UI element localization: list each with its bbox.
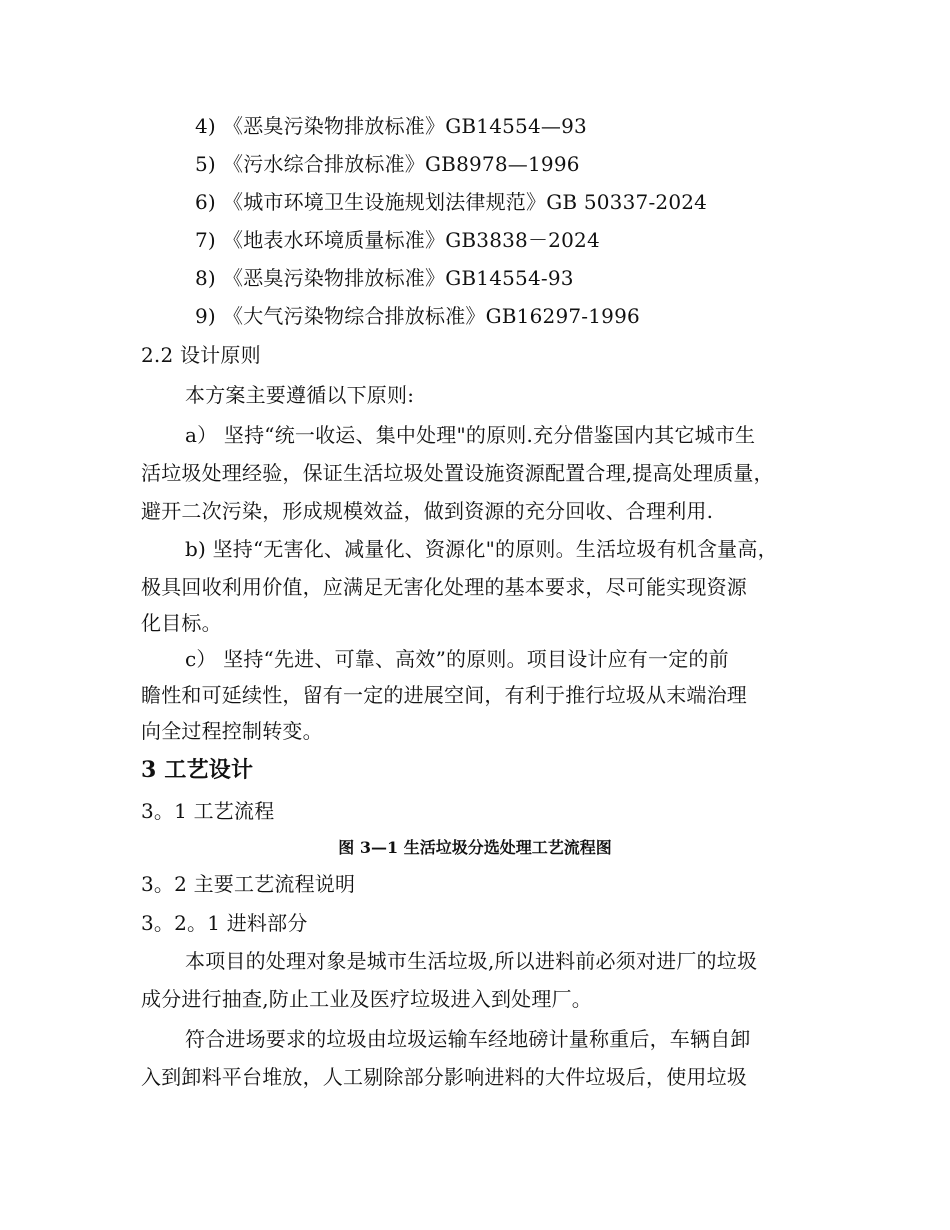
- principle-c-line: c） 坚持“先进、可靠、高效”的原则。项目设计应有一定的前: [185, 647, 729, 671]
- principle-a-line: 活垃圾处理经验，保证生活垃圾处置设施资源配置合理,提高处理质量，: [141, 461, 774, 485]
- principle-c-line: 瞻性和可延续性，留有一定的进展空间，有利于推行垃圾从末端治理: [141, 683, 747, 707]
- reference-number: 9): [195, 304, 216, 328]
- section-heading-3: 3 工艺设计: [141, 757, 254, 783]
- reference-number: 5): [195, 152, 216, 176]
- principles-intro: 本方案主要遵循以下原则:: [185, 383, 415, 407]
- reference-item: [195, 226, 600, 254]
- reference-text: 《城市环境卫生设施规划法律规范》GB 50337-2024: [223, 190, 708, 214]
- reference-number: 6): [195, 190, 216, 214]
- reference-item: [195, 302, 640, 330]
- reference-item: [195, 112, 587, 140]
- principle-b-line: b) 坚持“无害化、减量化、资源化"的原则。生活垃圾有机含量高，: [185, 537, 778, 561]
- subsection-heading-3-1: 3。1 工艺流程: [141, 799, 275, 823]
- paragraph-line: 符合进场要求的垃圾由垃圾运输车经地磅计量称重后，车辆自卸: [185, 1027, 751, 1051]
- subsection-heading-3-2-1: 3。2。1 进料部分: [141, 911, 308, 935]
- reference-text: 《恶臭污染物排放标准》GB14554—93: [223, 114, 587, 138]
- paragraph-line: 成分进行抽查,防止工业及医疗垃圾进入到处理厂。: [141, 987, 592, 1011]
- principle-c-line: 向全过程控制转变。: [141, 719, 323, 743]
- principle-a-line: a） 坚持“统一收运、集中处理"的原则.充分借鉴国内其它城市生: [185, 423, 756, 447]
- reference-text: 《恶臭污染物排放标准》GB14554-93: [223, 266, 574, 290]
- reference-number: 4): [195, 114, 216, 138]
- reference-number: 7): [195, 228, 216, 252]
- reference-item: [195, 150, 580, 178]
- paragraph-line: 入到卸料平台堆放，人工剔除部分影响进料的大件垃圾后，使用垃圾: [141, 1065, 747, 1089]
- principle-b-line: 极具回收利用价值，应满足无害化处理的基本要求，尽可能实现资源: [141, 575, 747, 599]
- reference-item: [195, 264, 574, 292]
- subsection-heading-3-2: 3。2 主要工艺流程说明: [141, 872, 356, 896]
- reference-text: 《污水综合排放标准》GB8978—1996: [223, 152, 580, 176]
- reference-item: [195, 188, 707, 216]
- reference-text: 《地表水环境质量标准》GB3838－2024: [223, 228, 600, 252]
- reference-number: 8): [195, 266, 216, 290]
- section-heading-2-2: 2.2 设计原则: [141, 343, 261, 367]
- figure-caption: 图 3—1 生活垃圾分选处理工艺流程图: [338, 838, 612, 857]
- reference-text: 《大气污染物综合排放标准》GB16297-1996: [223, 304, 640, 328]
- paragraph-line: 本项目的处理对象是城市生活垃圾,所以进料前必须对进厂的垃圾: [185, 949, 758, 973]
- principle-a-line: 避开二次污染，形成规模效益，做到资源的充分回收、合理利用.: [141, 499, 714, 523]
- principle-b-line: 化目标。: [141, 611, 222, 635]
